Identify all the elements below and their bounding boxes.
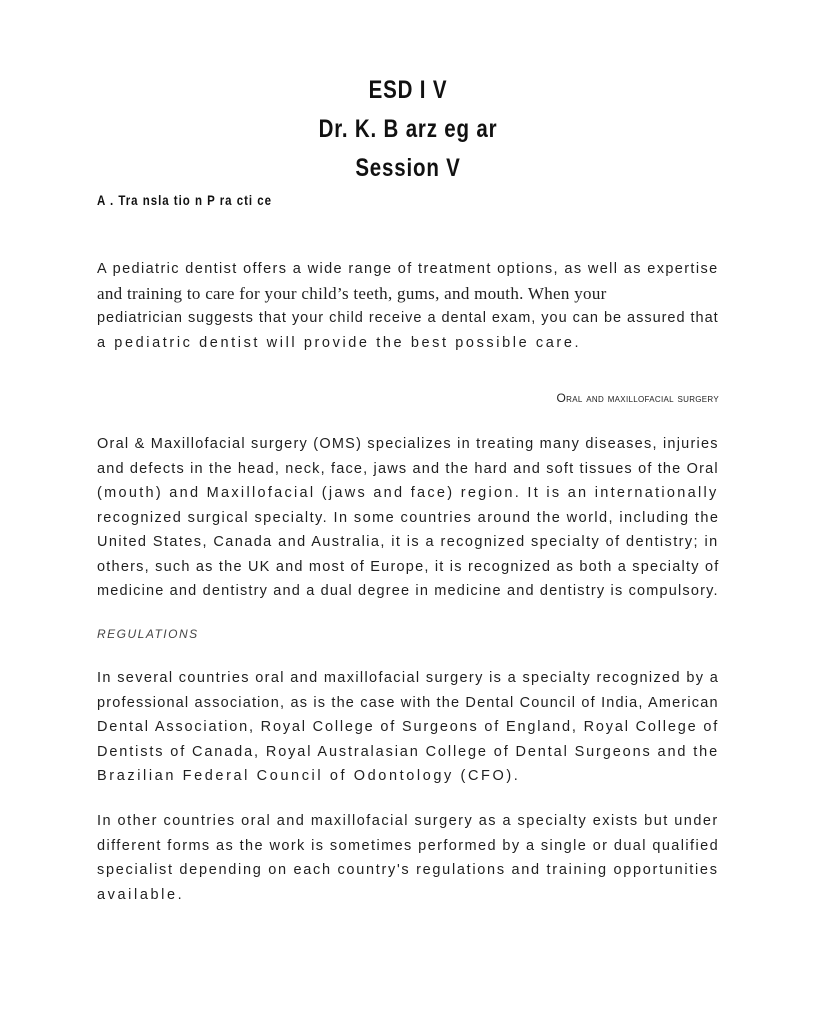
paragraph-line: others, such as the UK and most of Europe, it is recognized as both a specialty of: [97, 558, 720, 575]
paragraph-oms: [97, 432, 719, 604]
paragraph-line: recognized surgical specialty. In some countries around the world, including the: [97, 509, 720, 526]
paragraph-other-countries: [97, 809, 719, 907]
paragraph-line: Oral & Maxillofacial surgery (OMS) specializes in treating many diseases, injuries: [97, 436, 719, 452]
paragraph-pediatric-dentist: [97, 257, 719, 355]
paragraph-line: medicine and dentistry and a dual degree in medicine and dentistry is compulsory.: [97, 583, 719, 599]
paragraph-line: Dentists of Canada, Royal Australasian College of Dental Surgeons and the: [97, 743, 720, 760]
paragraph-line: A pediatric dentist offers a wide range of treatment options, as well as expertise: [97, 261, 719, 277]
paragraph-line: pediatrician suggests that your child receive a dental exam, you can be assured that: [97, 310, 719, 326]
paragraph-line: professional association, as is the case with the Dental Council of India, American: [97, 694, 719, 711]
paragraph-line: a pediatric dentist will provide the best possible care.: [97, 334, 582, 351]
paragraph-line: In several countries oral and maxillofacial surgery is a specialty recognized by a: [97, 670, 720, 686]
paragraph-line: different forms as the work is sometimes performed by a single or dual qualified: [97, 837, 720, 854]
paragraph-line: Dental Association, Royal College of Surgeons of England, Royal College of: [97, 719, 720, 735]
regulations-heading: REGULATIONS: [97, 627, 199, 641]
paragraph-line: In other countries oral and maxillofacial surgery as a specialty exists but under: [97, 813, 719, 829]
paragraph-regulations: [97, 666, 719, 789]
paragraph-line: (mouth) and Maxillofacial (jaws and face) region. It is an internationally: [97, 485, 719, 501]
oral-surgery-heading: Oral and maxillofacial surgery: [556, 391, 719, 405]
course-title: ESD I V: [368, 76, 448, 104]
instructor-name: Dr. K. B arz eg ar: [318, 115, 498, 143]
session-title: Session V: [355, 154, 461, 182]
paragraph-line: specialist depending on each country's regulations and training opportunities: [97, 862, 719, 878]
paragraph-line: available.: [97, 886, 185, 903]
paragraph-line: and training to care for your child’s teeth, gums, and mouth. When your: [97, 283, 607, 303]
paragraph-line: Brazilian Federal Council of Odontology (CFO).: [97, 768, 521, 784]
paragraph-line: United States, Canada and Australia, it is a recognized specialty of dentistry; in: [97, 534, 719, 550]
paragraph-line: and defects in the head, neck, face, jaws and the hard and soft tissues of the Oral: [97, 460, 719, 477]
translation-practice-heading: A . Tra nsla tio n P ra cti ce: [97, 192, 272, 208]
